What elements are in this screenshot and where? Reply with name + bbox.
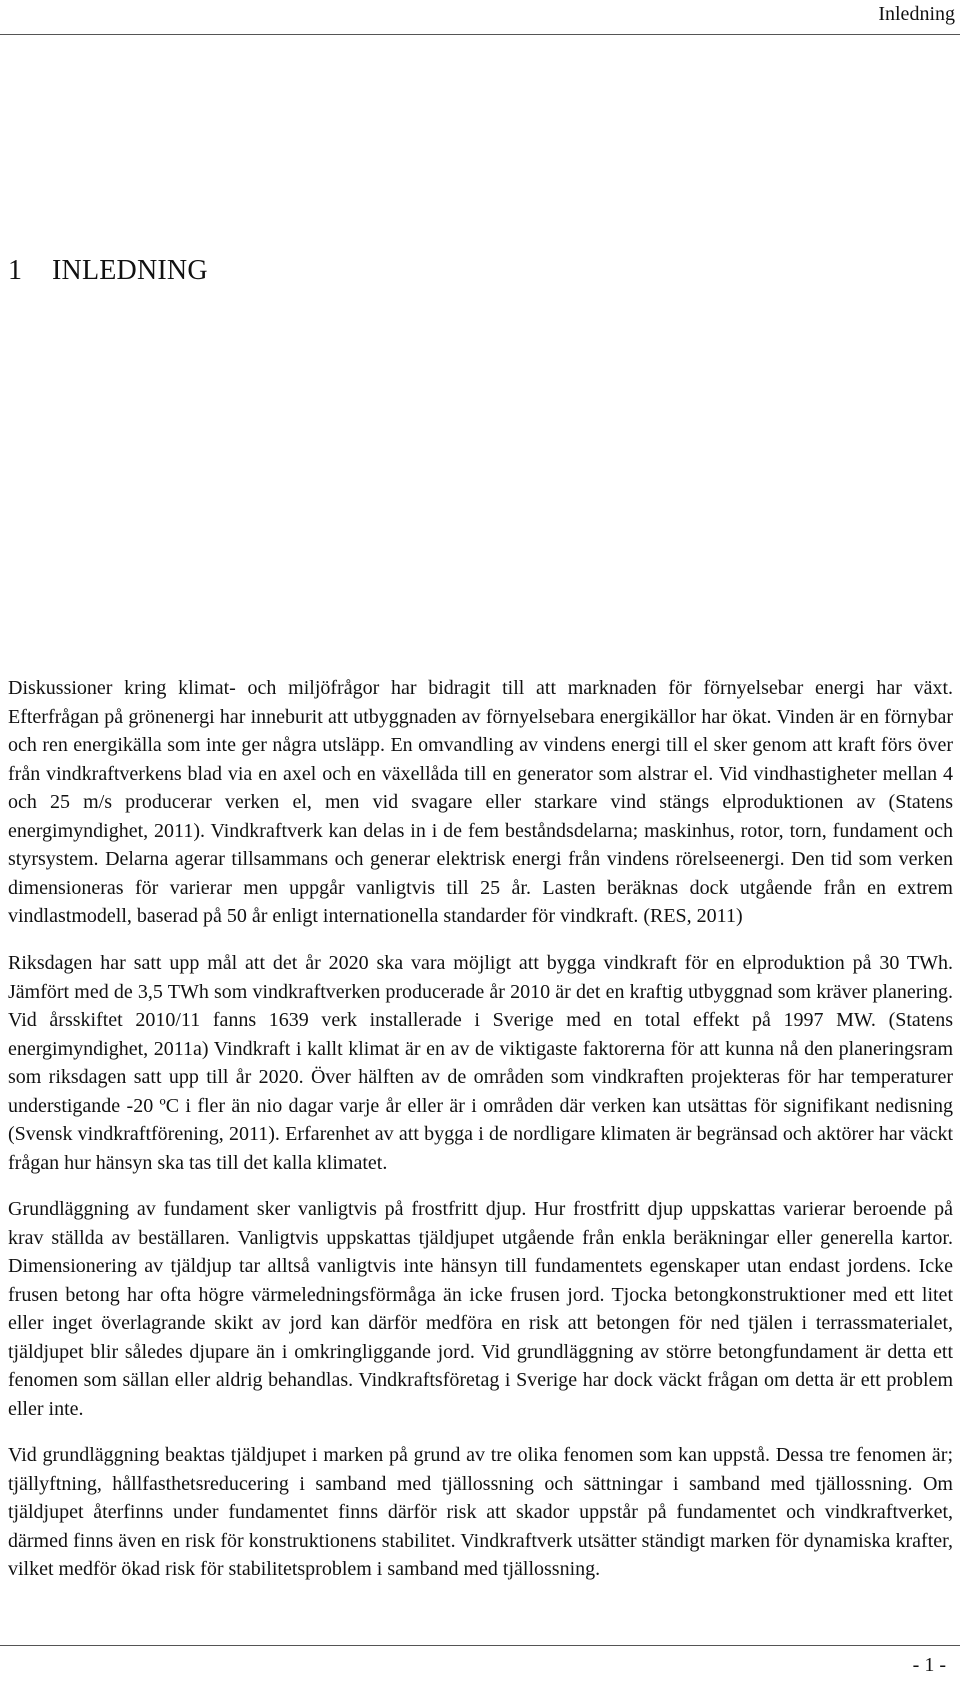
chapter-number: 1 [8,255,23,286]
running-header [0,0,960,35]
chapter-title: INLEDNING [52,255,208,286]
paragraph-1: Diskussioner kring klimat- och miljöfrågor har bidragit till att marknaden för förnyelsebar energi har växt. Efterfrågan på grönenergi har inneburit att utbyggnaden av förnyelsebara energikällor har ökat. Vinden är en förnybar och ren energikälla som inte ger några utsläpp. En omvandling av vindens energi till el sker genom att kraft förs över från vindkraftverkens blad via en axel och en växellåda till en generator som alstrar el. Vid vindhastigheter mellan 4 och 25 m/s producerar verken el, men vid svagare eller starkare vind stängs elproduktionen av (Statens energimyndighet, 2011). Vindkraftverk kan delas in i de fem beståndsdelarna; maskinhus, rotor, torn, fundament och styrsystem. Delarna agerar tillsammans och generar elektrisk energi från vindens rörelseenergi. Den tid som verken dimensioneras för varierar men uppgår vanligtvis till 25 år. Lasten beräknas dock utgående från en extrem vindlastmodell, baserad på 50 år enligt internationella standarder för vindkraft. (RES, 2011) [8,677,953,927]
running-header-title: Inledning [878,3,955,25]
paragraph-3: Grundläggning av fundament sker vanligtvis på frostfritt djup. Hur frostfritt djup uppskattas varierar beroende på krav ställda av beställaren. Vanligtvis uppskattas tjäldjupet utgående från enkla beräkningar eller generella kartor. Dimensionering av tjäldjup tar alltså vanligtvis inte hänsyn till fundamentets egenskaper utan endast jordens. Icke frusen betong har ofta högre värmeledningsförmåga än icke frusen jord. Tjocka betongkonstruktioner med ett litet eller inget överlagrande skikt av jord kan därför medföra en risk att betongen för ned tjälen i terrassmaterialet, tjäldjupet blir således djupare än i omkringliggande jord. Vid grundläggning av större betongfundament är detta ett fenomen som sällan eller aldrig behandlas. Vindkraftsföretag i Sverige har dock väckt frågan om detta är ett problem eller inte. [8,1198,953,1420]
paragraph-2: Riksdagen har satt upp mål att det år 2020 ska vara möjligt att bygga vindkraft för en elproduktion på 30 TWh. Jämfört med de 3,5 TWh som vindkraftverken producerade år 2010 är det en kraftig utbyggnad som kräver planering. Vid årsskiftet 2010/11 fanns 1639 verk installerade i Sverige med en total effekt på 1997 MW. (Statens energimyndighet, 2011a) Vindkraft i kallt klimat är en av de viktigaste faktorerna för att kunna nå den planeringsram som riksdagen satt upp till år 2020. Över hälften av de områden som vindkraften projekteras för har temperaturer understigande -20 ºC i fler än nio dagar varje år eller är i områden där verken kan utsättas för signifikant nedisning (Svensk vindkraftförening, 2011). Erfarenhet av att bygga i de nordligare klimaten är begränsad och aktörer har väckt frågan hur hänsyn ska tas till det kalla klimatet. [8,952,953,1174]
footer-rule [0,1645,960,1646]
page-footer [0,1645,960,1689]
paragraph-4: Vid grundläggning beaktas tjäldjupet i marken på grund av tre olika fenomen som kan uppstå. Dessa tre fenomen är; tjällyftning, hållfasthetsreducering i samband med tjällossning och sättningar i samband med tjällossning. Om tjäldjupet återfinns under fundamentet finns därför risk att skador uppstår på fundamentet och vindkraftverket, därmed finns även en risk för konstruktionens stabilitet. Vindkraftverk utsätter ständigt marken för dynamiska krafter, vilket medför ökad risk för stabilitetsproblem i samband med tjällossning. [8,1444,953,1580]
chapter-heading [8,254,208,288]
page-number: - 1 - [912,1654,946,1676]
